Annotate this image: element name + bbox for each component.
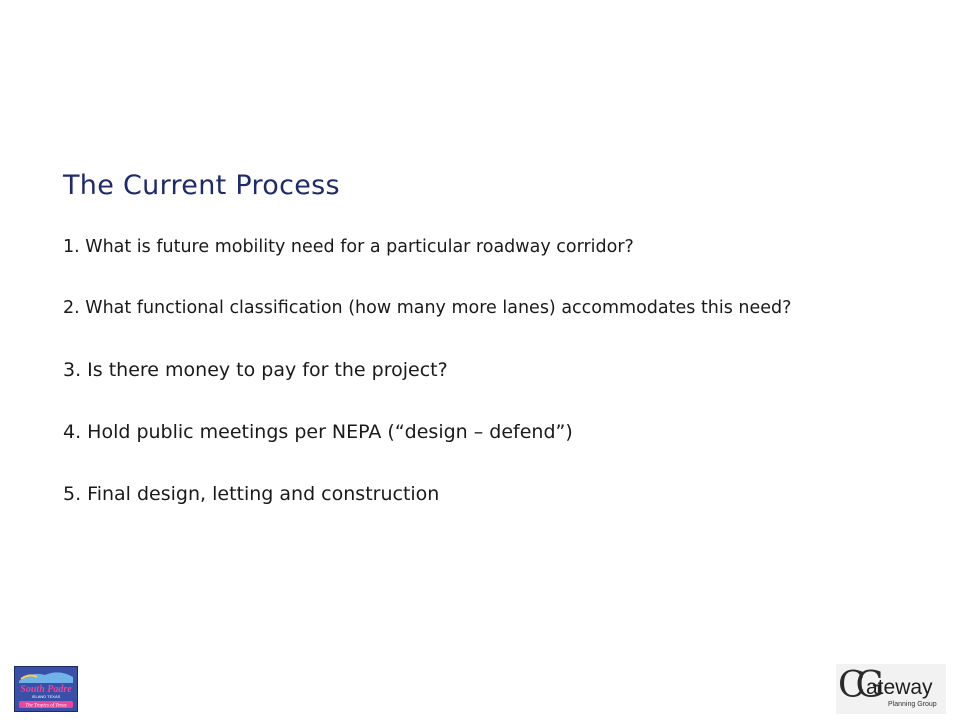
gateway-logo-subtitle: Planning Group <box>888 701 937 708</box>
process-item-5: 5. Final design, letting and construction <box>63 483 440 505</box>
slide-title: The Current Process <box>63 170 340 201</box>
process-list <box>63 233 791 541</box>
gateway-logo-word: ateway <box>866 676 933 699</box>
process-item-4: 4. Hold public meetings per NEPA (“design – defend”) <box>63 421 573 443</box>
logo-left-line2: ISLAND TEXAS <box>31 694 61 699</box>
gateway-logo-mark: CG <box>838 665 875 706</box>
south-padre-logo-graphic <box>15 667 77 711</box>
logo-left-line3: The Tropics of Texas <box>25 703 67 709</box>
south-padre-island-logo <box>14 666 78 712</box>
logo-left-line1: South Padre <box>20 684 72 695</box>
process-item-2: 2. What functional classification (how many more lanes) accommodates this need? <box>63 298 792 318</box>
process-item-1: 1. What is future mobility need for a particular roadway corridor? <box>63 237 634 257</box>
gateway-planning-group-logo <box>836 664 946 714</box>
process-item-3: 3. Is there money to pay for the project? <box>63 359 448 381</box>
